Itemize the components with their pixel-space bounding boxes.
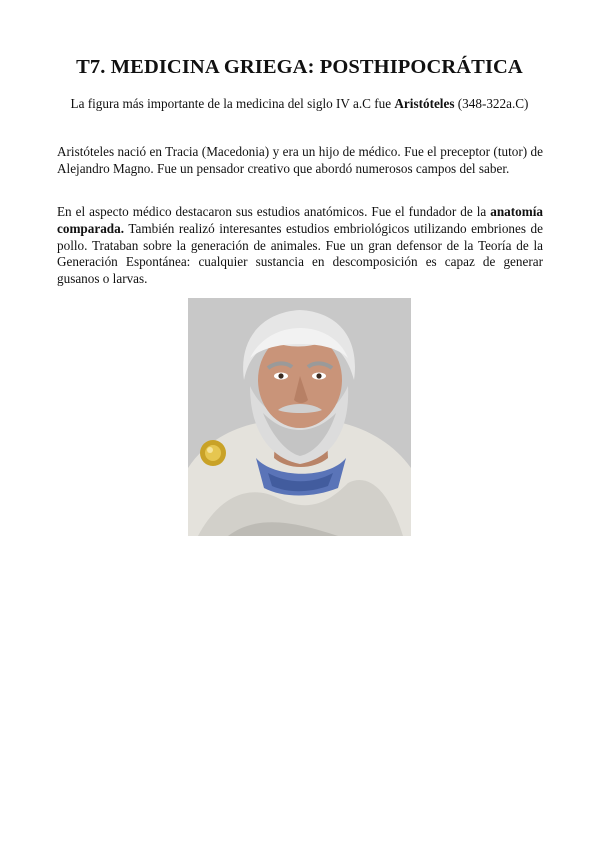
intro-paragraph [62,95,537,112]
comparative-anatomy-bold: anatomía comparada. [57,204,543,236]
medical-studies-paragraph [57,204,543,288]
intro-bold-name: Aristóteles [394,96,455,111]
medical-text-end: También realizó interesantes estudios embriológicos utilizando embriones de pollo. Trataban sobre la generación de animales. Fue un gran defensor de la Teoría de la Generación Espontánea: cualquier sustancia en descomposición es capaz de generar gusanos o larvas. [57,220,543,287]
medical-text-start: En el aspecto médico destacaron sus estudios anatómicos. Fue el fundador de la [57,204,491,219]
biography-paragraph: Aristóteles nació en Tracia (Macedonia) y era un hijo de médico. Fue el preceptor (tutor) de Alejandro Magno. Fue un pensador creativo que abordó numerosos campos del saber. [57,144,543,176]
aristotle-bust-illustration [188,298,411,536]
aristotle-portrait-image [188,298,411,536]
page-title: T7. MEDICINA GRIEGA: POSTHIPOCRÁTICA [76,56,523,78]
intro-dates: (348-322a.C) [454,96,529,111]
intro-text: La figura más importante de la medicina del siglo IV a.C fue [70,96,395,111]
